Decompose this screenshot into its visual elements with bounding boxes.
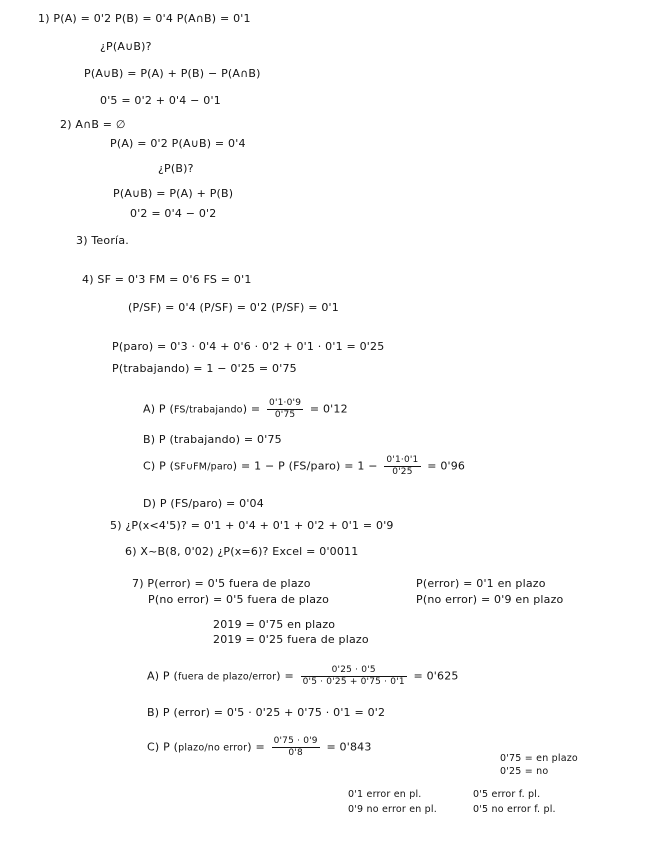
note-error-en-pl: 0'1 error en pl. [348, 789, 422, 800]
p2-given: 2) A∩B = ∅ [60, 118, 126, 131]
p2-formula: P(A∪B) = P(A) + P(B) [113, 187, 234, 200]
p4-a-prefix: A) P ( [143, 402, 174, 416]
note-no-error-f-pl: 0'5 no error f. pl. [473, 804, 556, 815]
p2-substitution: 0'2 = 0'4 − 0'2 [130, 207, 217, 220]
p7-share-in: 2019 = 0'75 en plazo [213, 618, 336, 631]
p7-a-fraction [301, 665, 407, 688]
p4-c-numerator: 0'1·0'1 [386, 455, 419, 465]
p4-c-result: = 0'96 [427, 459, 466, 473]
p7-share-out: 2019 = 0'25 fuera de plazo [213, 633, 369, 646]
p5-line: 5) ¿P(x<4'5)? = 0'1 + 0'4 + 0'1 + 0'2 + 0'1 = 0'9 [110, 519, 394, 532]
p7-c-result: = 0'843 [326, 740, 372, 754]
p2-values: P(A) = 0'2 P(A∪B) = 0'4 [110, 137, 246, 150]
p7-noerror-out: P(no error) = 0'5 fuera de plazo [148, 593, 330, 606]
p7-c-condition: plazo/no error [178, 742, 248, 754]
p7-part-b: B) P (error) = 0'5 · 0'25 + 0'75 · 0'1 = 0'2 [147, 706, 386, 719]
p4-a-denominator: 0'75 [274, 410, 296, 420]
p7-a-denominator: 0'5 · 0'25 + 0'75 · 0'1 [302, 677, 405, 687]
p7-a-result: = 0'625 [413, 669, 459, 683]
p1-given: 1) P(A) = 0'2 P(B) = 0'4 P(A∩B) = 0'1 [38, 12, 251, 25]
p1-formula: P(A∪B) = P(A) + P(B) − P(A∩B) [84, 67, 261, 80]
p4-a-condition: FS/trabajando [173, 404, 243, 416]
p4-trabajando: P(trabajando) = 1 − 0'25 = 0'75 [112, 362, 297, 375]
p7-c-fraction [272, 736, 320, 759]
p4-part-b: B) P (trabajando) = 0'75 [143, 433, 282, 446]
note-no-error-en-pl: 0'9 no error en pl. [348, 804, 437, 815]
p4-part-a [143, 398, 348, 421]
p4-a-fraction [267, 398, 303, 421]
p4-conditionals: (P/SF) = 0'4 (P/SF) = 0'2 (P/SF) = 0'1 [128, 301, 339, 314]
p4-c-fraction [384, 455, 420, 478]
p7-c-eq: ) = [247, 740, 265, 754]
note-no: 0'25 = no [500, 766, 549, 777]
p2-question: ¿P(B)? [158, 162, 194, 175]
note-error-f-pl: 0'5 error f. pl. [473, 789, 541, 800]
p4-a-numerator: 0'1·0'9 [269, 398, 302, 408]
p7-c-denominator: 0'8 [288, 748, 303, 758]
note-en-plazo: 0'75 = en plazo [500, 753, 578, 764]
p4-part-d: D) P (FS/paro) = 0'04 [143, 497, 264, 510]
p4-c-prefix: C) P ( [143, 459, 175, 473]
p3-heading: 3) Teoría. [76, 234, 129, 247]
p7-noerror-in: P(no error) = 0'9 en plazo [416, 593, 564, 606]
p1-substitution: 0'5 = 0'2 + 0'4 − 0'1 [100, 94, 221, 107]
p4-a-eq: ) = [242, 402, 261, 416]
p4-part-c [143, 455, 465, 478]
p7-c-prefix: C) P ( [147, 740, 179, 754]
p4-given: 4) SF = 0'3 FM = 0'6 FS = 0'1 [82, 273, 252, 286]
p7-part-a [147, 665, 459, 688]
p7-error-out: 7) P(error) = 0'5 fuera de plazo [132, 577, 311, 590]
p7-error-in: P(error) = 0'1 en plazo [416, 577, 546, 590]
p7-part-c [147, 736, 372, 759]
p7-a-prefix: A) P ( [147, 669, 178, 683]
p7-c-numerator: 0'75 · 0'9 [273, 736, 318, 746]
p7-a-numerator: 0'25 · 0'5 [301, 665, 407, 677]
p4-paro: P(paro) = 0'3 · 0'4 + 0'6 · 0'2 + 0'1 · 0'1 = 0'25 [112, 340, 385, 353]
p6-line: 6) X~B(8, 0'02) ¿P(x=6)? Excel = 0'0011 [125, 545, 359, 558]
p4-c-condition: SF∪FM/paro [174, 461, 233, 473]
p4-c-middle: ) = 1 − P (FS/paro) = 1 − [232, 459, 378, 473]
p4-c-denominator: 0'25 [392, 467, 413, 477]
p7-a-condition: fuera de plazo/error [177, 671, 277, 683]
p1-question: ¿P(A∪B)? [100, 40, 152, 53]
p7-a-eq: ) = [276, 669, 294, 683]
p4-a-result: = 0'12 [309, 402, 348, 416]
